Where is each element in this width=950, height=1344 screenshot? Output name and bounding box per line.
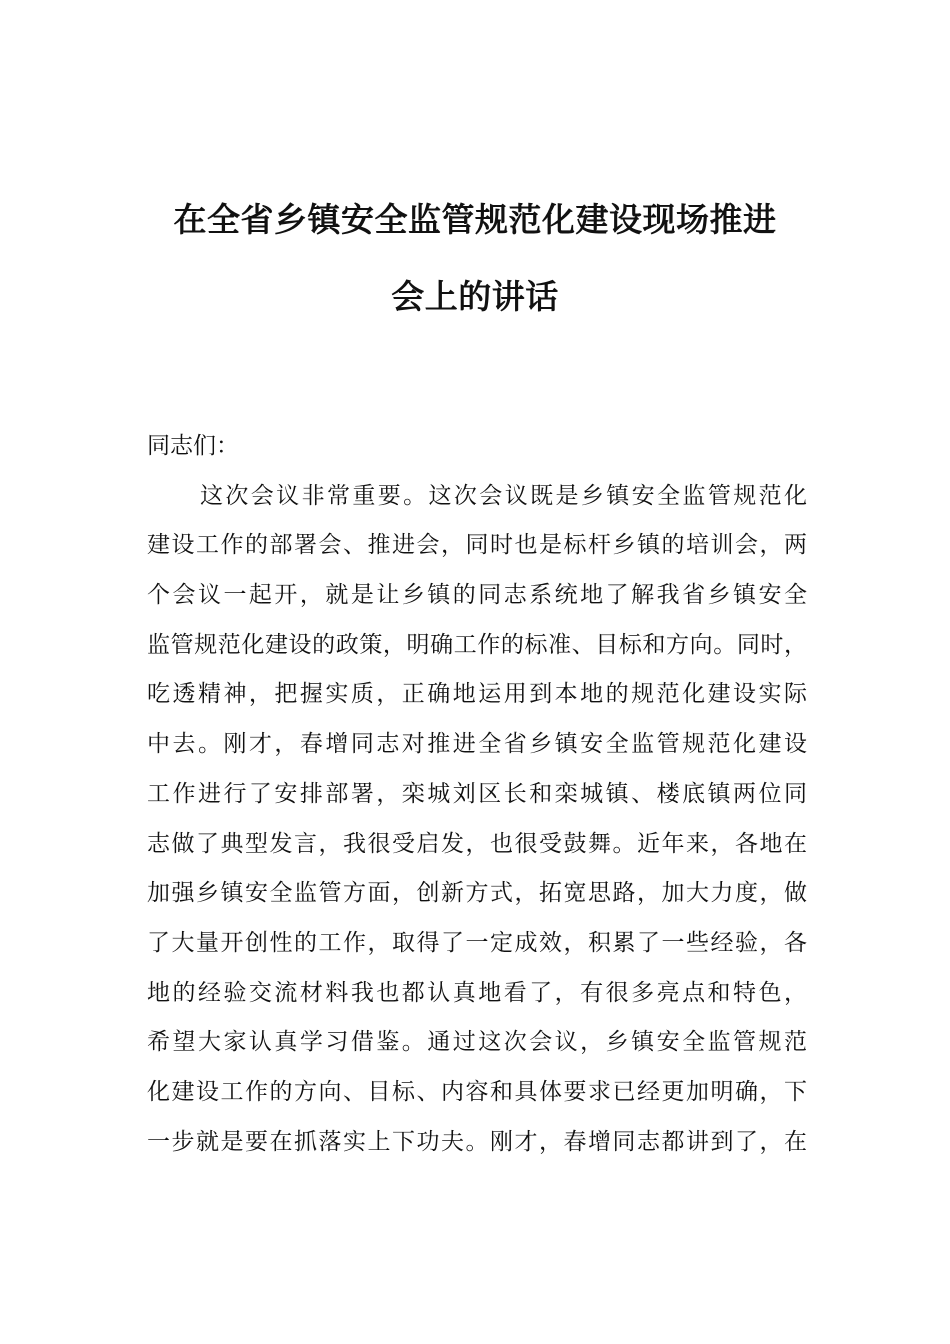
paragraph-line: 这次会议非常重要。这次会议既是乡镇安全监管规范化 — [200, 482, 807, 509]
paragraph-line: 工作进行了安排部署，栾城刘区长和栾城镇、楼底镇两位同 — [147, 780, 807, 807]
paragraph-line: 中去。刚才，春增同志对推进全省乡镇安全监管规范化建设 — [147, 731, 807, 758]
paragraph-line: 一步就是要在抓落实上下功夫。刚才，春增同志都讲到了，在 — [147, 1128, 807, 1155]
paragraph-line: 建设工作的部署会、推进会，同时也是标杆乡镇的培训会，两 — [147, 532, 807, 559]
paragraph-line: 了大量开创性的工作，取得了一定成效，积累了一些经验，各 — [147, 929, 807, 956]
salutation: 同志们： — [147, 433, 239, 459]
title-line: 会上的讲话 — [391, 277, 559, 316]
paragraph-line: 希望大家认真学习借鉴。通过这次会议，乡镇安全监管规范 — [147, 1029, 807, 1056]
paragraph-line: 监管规范化建设的政策，明确工作的标准、目标和方向。同时， — [147, 631, 807, 658]
paragraph-line: 化建设工作的方向、目标、内容和具体要求已经更加明确，下 — [147, 1078, 807, 1105]
paragraph-line: 吃透精神，把握实质，正确地运用到本地的规范化建设实际 — [147, 681, 807, 708]
document-title — [0, 181, 950, 335]
paragraph-line: 加强乡镇安全监管方面，创新方式，拓宽思路，加大力度，做 — [147, 880, 807, 907]
paragraph-line: 个会议一起开，就是让乡镇的同志系统地了解我省乡镇安全 — [147, 582, 807, 609]
paragraph-line: 志做了典型发言，我很受启发，也很受鼓舞。近年来，各地在 — [147, 830, 807, 857]
paragraph-line: 地的经验交流材料我也都认真地看了，有很多亮点和特色， — [147, 979, 807, 1006]
speech-body — [147, 422, 807, 1167]
title-line: 在全省乡镇安全监管规范化建设现场推进 — [173, 200, 777, 239]
